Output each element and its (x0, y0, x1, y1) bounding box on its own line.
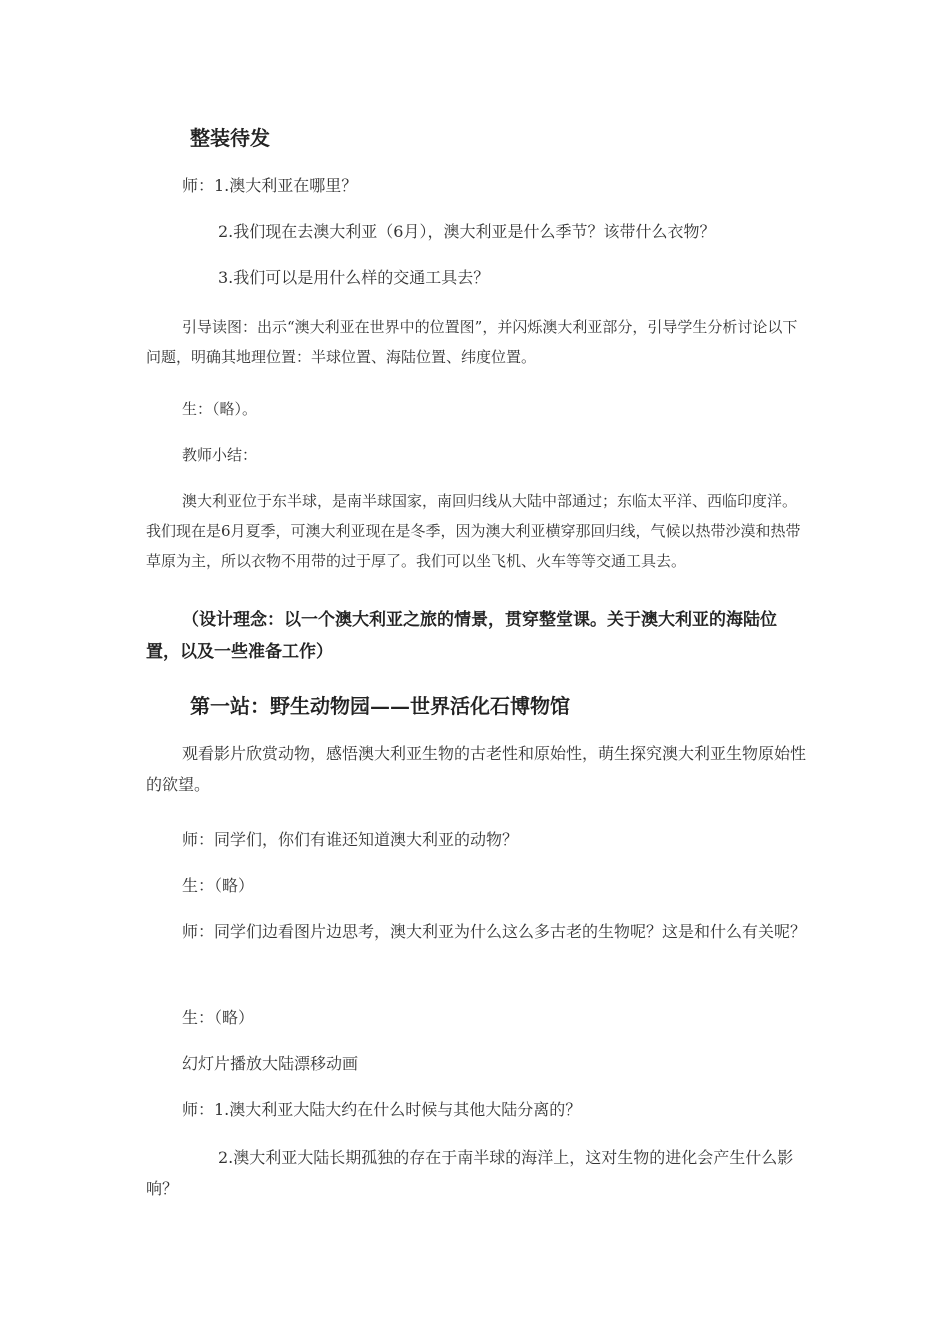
teacher-question-2: 2.我们现在去澳大利亚（6月），澳大利亚是什么季节？该带什么衣物？ (218, 222, 716, 241)
intro-paragraph: 观看影片欣赏动物，感悟澳大利亚生物的古老性和原始性，萌生探究澳大利亚生物原始性的欲望。 (146, 744, 807, 794)
summary-label: 教师小结： (182, 446, 258, 464)
guide-paragraph: 引导读图：出示“澳大利亚在世界中的位置图”，并闪烁澳大利亚部分，引导学生分析讨论以下问题，明确其地理位置：半球位置、海陆位置、纬度位置。 (146, 318, 798, 366)
teacher-question-3: 3.我们可以是用什么样的交通工具去？ (218, 268, 490, 287)
teacher-question-5: 2.澳大利亚大陆长期孤独的存在于南半球的海洋上，这对生物的进化会产生什么影响？ (146, 1148, 794, 1198)
slide-note: 幻灯片播放大陆漂移动画 (182, 1054, 359, 1073)
summary-paragraph: 澳大利亚位于东半球，是南半球国家，南回归线从大陆中部通过；东临太平洋、西临印度洋。我们现在是6月夏季，可澳大利亚现在是冬季，因为澳大利亚横穿那回归线，气候以热带沙漠和热带草原为主，所以衣物不用带的过于厚了。我们可以坐飞机、火车等等交通工具去。 (146, 492, 801, 570)
teacher-question-4: 师：1.澳大利亚大陆大约在什么时候与其他大陆分离的？ (182, 1100, 582, 1119)
design-note: （设计理念：以一个澳大利亚之旅的情景，贯穿整堂课。关于澳大利亚的海陆位置，以及一些准备工作） (146, 610, 777, 662)
student-line-1: 生：（略） (182, 876, 255, 895)
teacher-line-2: 师：同学们边看图片边思考，澳大利亚为什么这么多古老的生物呢？这是和什么有关呢？ (182, 922, 807, 941)
student-line-2: 生：（略） (182, 1008, 255, 1027)
teacher-line-1: 师：同学们，你们有谁还知道澳大利亚的动物？ (182, 830, 519, 849)
student-answer: 生：（略）。 (182, 400, 258, 418)
section-heading-zoo: 第一站：野生动物园——世界活化石博物馆 (190, 694, 570, 718)
teacher-question-1: 师：1.澳大利亚在哪里？ (182, 176, 358, 195)
section-heading-prepare: 整装待发 (190, 126, 270, 150)
